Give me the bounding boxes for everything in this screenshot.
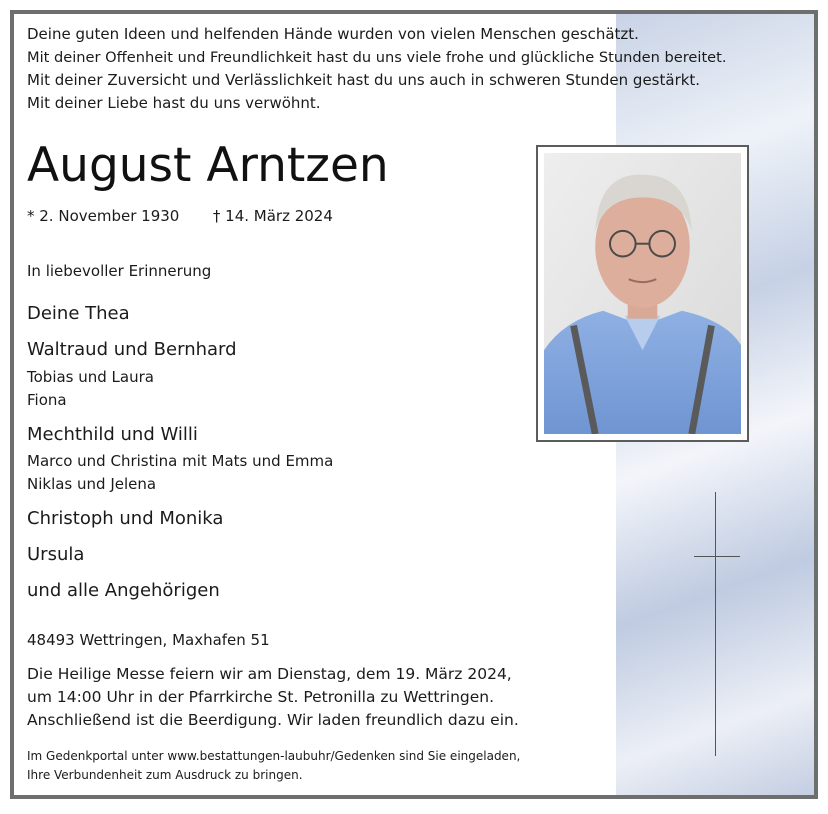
mass-line: Die Heilige Messe feiern wir am Dienstag, dem 19. März 2024,: [27, 665, 512, 683]
intro-text: [27, 23, 727, 115]
family-ursula: Ursula: [27, 544, 85, 565]
family-waltraud-children-2: Fiona: [27, 391, 67, 409]
mass-line: Anschließend ist die Beerdigung. Wir laden freundlich dazu ein.: [27, 711, 519, 729]
intro-line: Mit deiner Offenheit und Freundlichkeit hast du uns viele frohe und glückliche Stunden bereitet.: [27, 49, 727, 66]
family-waltraud-children-1: Tobias und Laura: [27, 368, 154, 386]
family-mechthild-children-1: Marco und Christina mit Mats und Emma: [27, 452, 334, 470]
life-dates: [27, 207, 333, 225]
obituary-frame: [10, 10, 818, 799]
intro-line: Deine guten Ideen und helfenden Hände wurden von vielen Menschen geschätzt.: [27, 25, 639, 43]
cross-icon-vertical: [715, 492, 716, 756]
family-others: und alle Angehörigen: [27, 580, 220, 601]
portal-line: Im Gedenkportal unter www.bestattungen-laubuhr/Gedenken sind Sie eingeladen,: [27, 749, 521, 763]
family-waltraud: Waltraud und Bernhard: [27, 339, 237, 360]
intro-line: Mit deiner Liebe hast du uns verwöhnt.: [27, 94, 321, 112]
portal-line: Ihre Verbundenheit zum Ausdruck zu bringen.: [27, 768, 303, 782]
family-mechthild-children-2: Niklas und Jelena: [27, 475, 157, 493]
portrait-image: [544, 153, 741, 434]
mass-line: um 14:00 Uhr in der Pfarrkirche St. Petronilla zu Wettringen.: [27, 688, 495, 706]
family-mechthild: Mechthild und Willi: [27, 424, 198, 445]
death-date: † 14. März 2024: [212, 207, 333, 225]
cross-icon-horizontal: [694, 556, 740, 557]
portal-info: [27, 747, 520, 785]
family-thea: Deine Thea: [27, 303, 130, 324]
family-christoph: Christoph und Monika: [27, 508, 224, 529]
memorial-line: In liebevoller Erinnerung: [27, 262, 212, 280]
intro-line: Mit deiner Zuversicht und Verlässlichkeit hast du uns auch in schweren Stunden gestärkt.: [27, 71, 701, 89]
portrait-photo: [536, 145, 749, 442]
address: 48493 Wettringen, Maxhafen 51: [27, 631, 270, 649]
mass-info: [27, 663, 519, 732]
birth-date: * 2. November 1930: [27, 207, 180, 225]
deceased-name: August Arntzen: [27, 138, 389, 193]
